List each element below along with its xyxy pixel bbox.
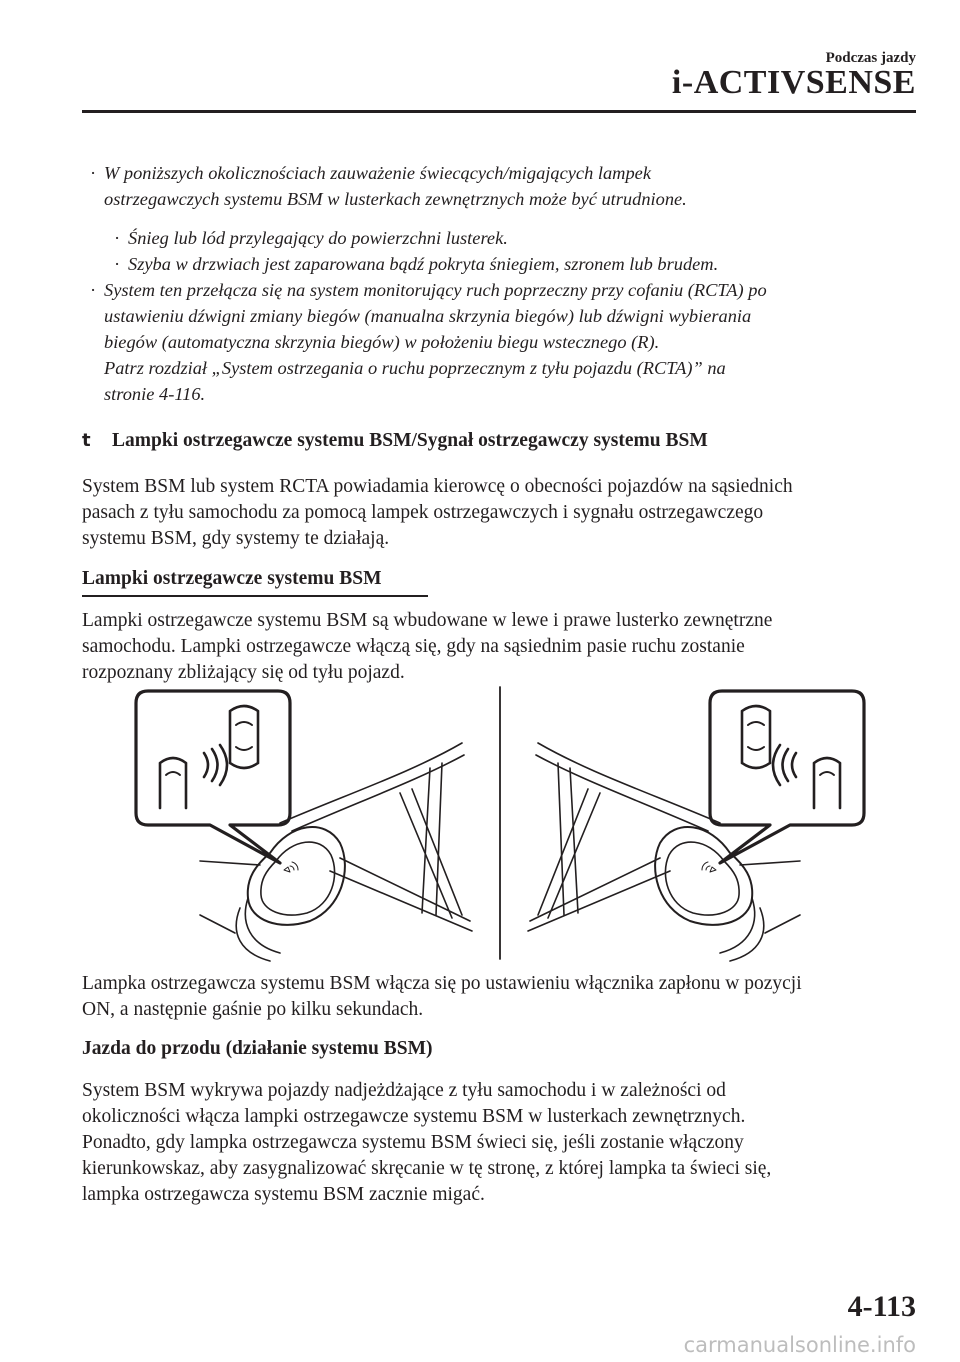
subheading-underline xyxy=(82,595,428,597)
bullet-icon: · xyxy=(90,163,97,183)
paragraph-line: systemu BSM, gdy systemy te działają. xyxy=(82,528,390,549)
running-header-section: Podczas jazdy xyxy=(825,50,916,66)
paragraph-line: kierunkowskaz, aby zasygnalizować skręcanie w tę stronę, z której lampka ta świeci się, xyxy=(82,1158,772,1179)
paragraph-intro xyxy=(82,474,924,552)
mirror-illustration xyxy=(130,683,870,963)
bullet-icon: · xyxy=(90,280,97,300)
paragraph-line: Ponadto, gdy lampka ostrzegawcza systemu BSM świeci się, jeśli zostanie włączony xyxy=(82,1132,744,1153)
paragraph-line: rozpoznany zbliżający się od tyłu pojazd. xyxy=(82,662,405,683)
section-marker-icon: t xyxy=(82,430,91,451)
page-number: 4-113 xyxy=(847,1290,916,1323)
paragraph-line: System BSM wykrywa pojazdy nadjeżdżające z tyłu samochodu i w zależności od xyxy=(82,1080,726,1101)
section-heading: Lampki ostrzegawcze systemu BSM/Sygnał ostrzegawczy systemu BSM xyxy=(112,430,708,451)
mirror-illustration-svg xyxy=(130,683,870,963)
paragraph-line: okoliczności włącza lampki ostrzegawcze systemu BSM w lusterkach zewnętrznych. xyxy=(82,1106,746,1127)
paragraph-lamps xyxy=(82,608,924,686)
header-rule xyxy=(82,110,916,113)
paragraph-forward xyxy=(82,1078,924,1208)
note-line: Patrz rozdział „System ostrzegania o ruchu poprzecznym z tyłu pojazdu (RCTA)” na xyxy=(104,358,726,378)
note-line: System ten przełącza się na system monitorujący ruch poprzeczny przy cofaniu (RCTA) po xyxy=(104,280,767,300)
sub-note-line: Szyba w drzwiach jest zaparowana bądź pokryta śniegiem, szronem lub brudem. xyxy=(128,254,719,274)
paragraph-line: ON, a następnie gaśnie po kilku sekundach. xyxy=(82,999,424,1020)
subheading-bsm-lamps: Lampki ostrzegawcze systemu BSM xyxy=(82,568,382,589)
running-header-title: i-ACTIVSENSE xyxy=(671,64,916,101)
note-line: ostrzegawczych systemu BSM w lusterkach zewnętrznych może być utrudnione. xyxy=(104,189,687,209)
note-line: stronie 4-116. xyxy=(104,384,206,404)
watermark: carmanualsonline.info xyxy=(683,1333,916,1357)
paragraph-line: lampka ostrzegawcza systemu BSM zacznie migać. xyxy=(82,1184,485,1205)
subheading-forward-driving: Jazda do przodu (działanie systemu BSM) xyxy=(82,1038,433,1059)
paragraph-line: Lampki ostrzegawcze systemu BSM są wbudowane w lewe i prawe lusterko zewnętrzne xyxy=(82,610,773,631)
notes-block xyxy=(84,160,924,407)
note-line: ustawieniu dźwigni zmiany biegów (manualna skrzynia biegów) lub dźwigni wybierania xyxy=(104,306,752,326)
note-item xyxy=(84,160,924,212)
paragraph-ignition xyxy=(82,971,924,1023)
bullet-icon: · xyxy=(114,254,121,274)
paragraph-line: pasach z tyłu samochodu za pomocą lampek ostrzegawczych i sygnału ostrzegawczego xyxy=(82,502,764,523)
sub-note-item xyxy=(84,225,924,251)
sub-note-line: Śnieg lub lód przylegający do powierzchni lusterek. xyxy=(128,228,508,248)
note-line: biegów (automatyczna skrzynia biegów) w położeniu biegu wstecznego (R). xyxy=(104,332,660,352)
paragraph-line: System BSM lub system RCTA powiadamia kierowcę o obecności pojazdów na sąsiednich xyxy=(82,476,793,497)
paragraph-line: Lampka ostrzegawcza systemu BSM włącza się po ustawieniu włącznika zapłonu w pozycji xyxy=(82,973,802,994)
paragraph-line: samochodu. Lampki ostrzegawcze włączą się, gdy na sąsiednim pasie ruchu zostanie xyxy=(82,636,745,657)
note-line: W poniższych okolicznościach zauważenie świecących/migających lampek xyxy=(104,163,651,183)
left-mirror-bsm-icon xyxy=(136,691,472,961)
sub-note-item xyxy=(84,251,924,277)
bullet-icon: · xyxy=(114,228,121,248)
right-mirror-bsm-icon xyxy=(528,691,864,961)
note-item xyxy=(84,277,924,407)
